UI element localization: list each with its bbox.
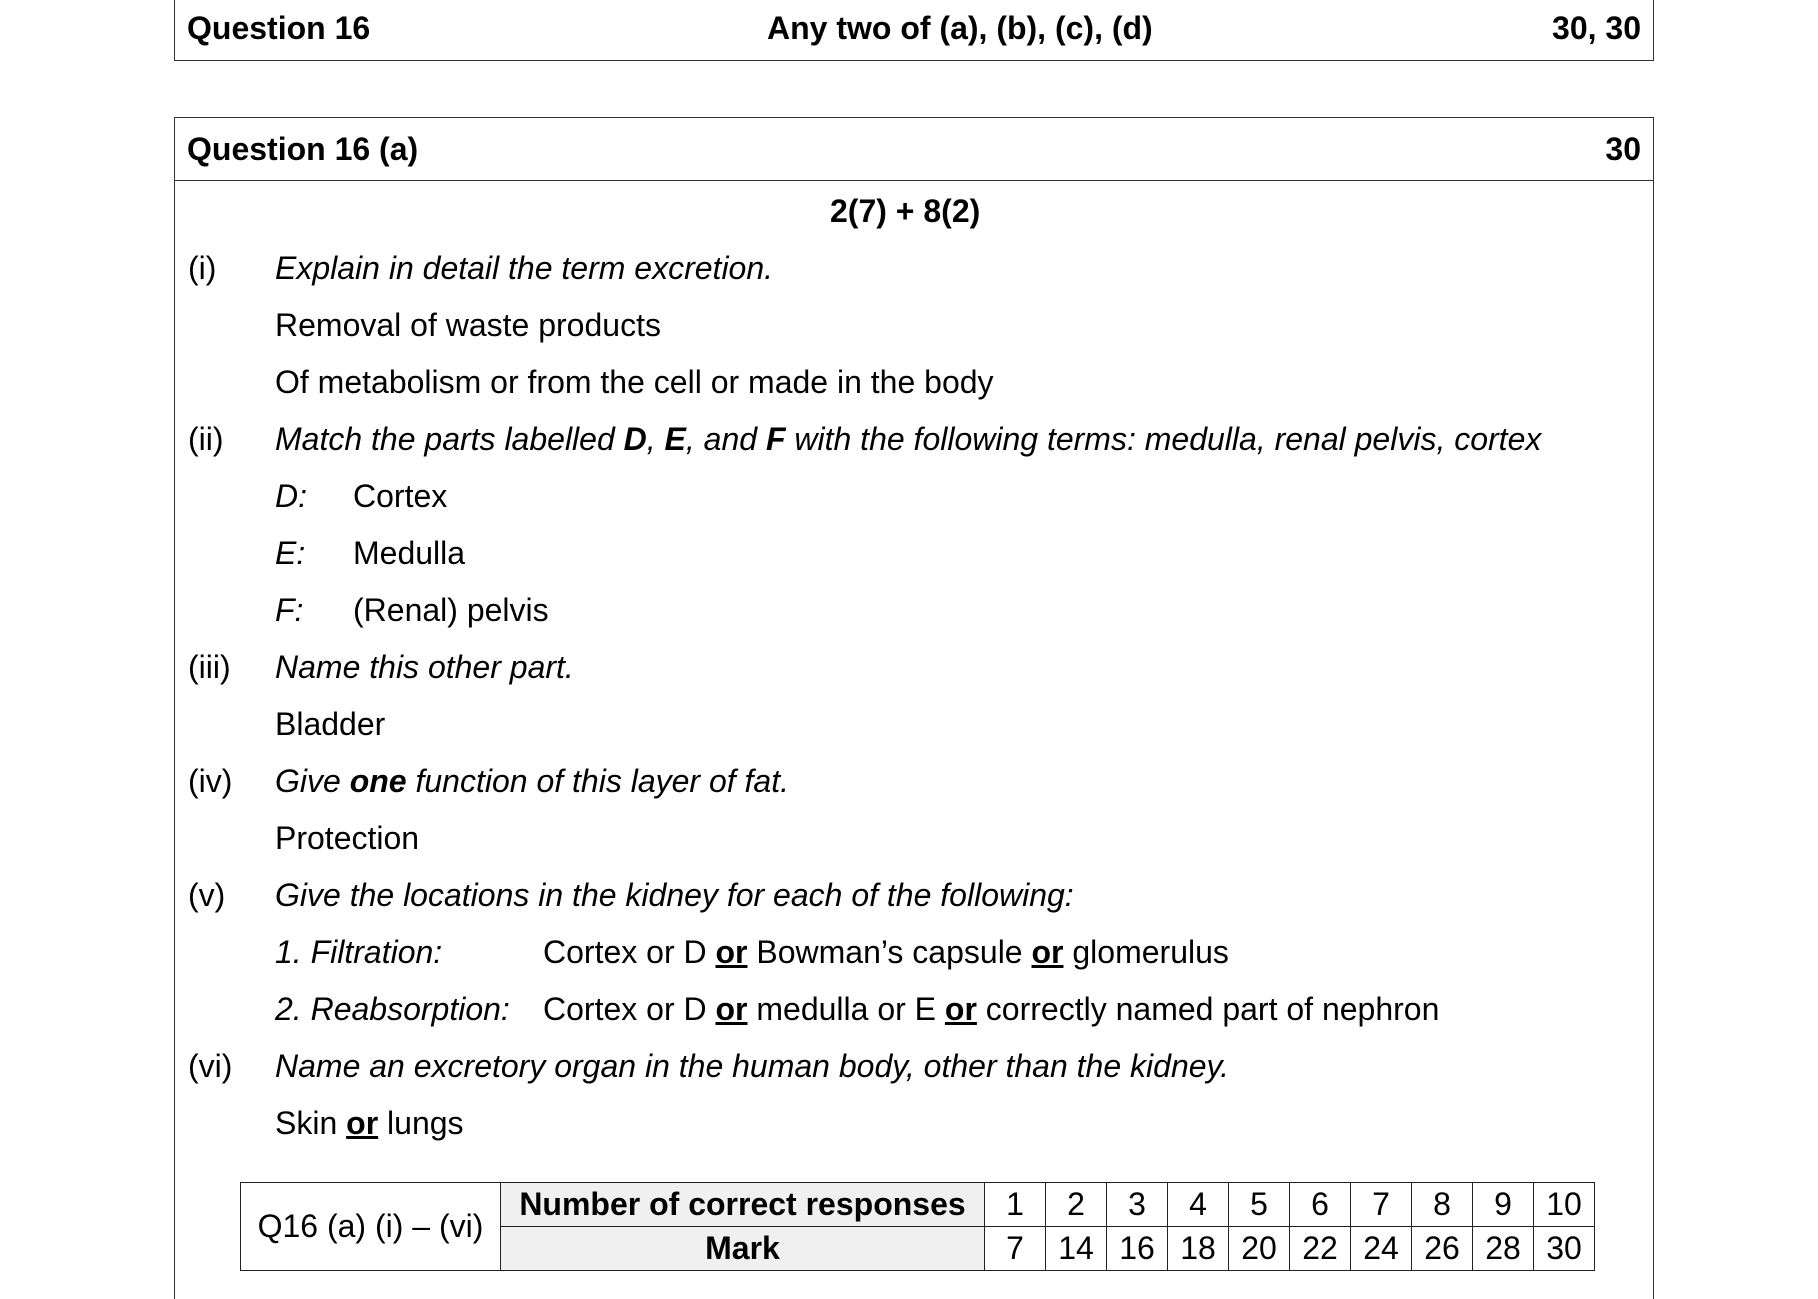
section-marks: 30 — [1605, 131, 1641, 167]
or-underlined: or — [944, 991, 977, 1027]
response-count: 9 — [1473, 1183, 1534, 1227]
marks-table-label: Q16 (a) (i) – (vi) — [241, 1183, 501, 1271]
part-ii-question-text-c: with the following terms: medulla, renal pelvis, cortex — [785, 421, 1542, 457]
part-iii-question: Name this other part. — [275, 649, 574, 685]
part-iv-question-emphasis: one — [349, 763, 407, 799]
part-v-number: (v) — [188, 877, 226, 913]
reabsorption-answer — [543, 991, 1439, 1028]
match-e-label: E: — [275, 535, 306, 571]
filtration-answer-c: glomerulus — [1063, 934, 1229, 970]
question-total-marks: 30, 30 — [1552, 10, 1641, 46]
responses-header: Number of correct responses — [501, 1183, 985, 1227]
part-iii-answer: Bladder — [275, 706, 386, 742]
or-underlined: or — [715, 991, 748, 1027]
part-ii-number: (ii) — [188, 421, 224, 457]
or-underlined: or — [1031, 934, 1064, 970]
part-vi-answer-a: Skin — [275, 1105, 347, 1141]
part-iv-answer: Protection — [275, 820, 420, 856]
response-count: 3 — [1107, 1183, 1168, 1227]
filtration-answer-b: Bowman’s capsule — [747, 934, 1032, 970]
part-ii-question — [275, 421, 1541, 458]
mark-value: 7 — [985, 1227, 1046, 1271]
question-header-bar — [174, 0, 1654, 61]
mark-value: 18 — [1168, 1227, 1229, 1271]
match-f-value: (Renal) pelvis — [353, 592, 549, 628]
question-number: Question 16 — [187, 10, 371, 46]
part-vi-number: (vi) — [188, 1048, 233, 1084]
mark-value: 26 — [1412, 1227, 1473, 1271]
part-iv-number: (iv) — [188, 763, 233, 799]
match-e-value: Medulla — [353, 535, 466, 571]
part-i-answer-1: Removal of waste products — [275, 307, 661, 343]
mark-scheme-formula: 2(7) + 8(2) — [830, 193, 981, 229]
mark-header: Mark — [501, 1227, 985, 1271]
mark-value: 28 — [1473, 1227, 1534, 1271]
part-i-question: Explain in detail the term excretion. — [275, 250, 774, 286]
part-vi-answer — [275, 1105, 464, 1142]
or-underlined: or — [346, 1105, 379, 1141]
mark-value: 20 — [1229, 1227, 1290, 1271]
part-ii-question-text-b: , and — [685, 421, 766, 457]
part-ii-question-text-a: Match the parts labelled — [275, 421, 624, 457]
marks-table — [240, 1182, 1595, 1271]
part-iv-question-text-b: function of this layer of fat. — [406, 763, 789, 799]
section-title: Question 16 (a) — [187, 131, 419, 167]
response-count: 4 — [1168, 1183, 1229, 1227]
section-divider — [175, 180, 1653, 181]
mark-value: 22 — [1290, 1227, 1351, 1271]
filtration-answer — [543, 934, 1229, 971]
mark-value: 14 — [1046, 1227, 1107, 1271]
match-f-label: F: — [275, 592, 304, 628]
response-count: 7 — [1351, 1183, 1412, 1227]
filtration-label: 1. Filtration: — [275, 934, 443, 970]
response-count: 10 — [1534, 1183, 1595, 1227]
mark-value: 24 — [1351, 1227, 1412, 1271]
response-count: 1 — [985, 1183, 1046, 1227]
response-count: 5 — [1229, 1183, 1290, 1227]
label-d: D — [623, 421, 647, 457]
part-v-question: Give the locations in the kidney for each of the following: — [275, 877, 1074, 913]
label-e: E — [664, 421, 686, 457]
part-i-answer-2: Of metabolism or from the cell or made in the body — [275, 364, 994, 400]
reabsorption-answer-a: Cortex or D — [543, 991, 716, 1027]
part-i-number: (i) — [188, 250, 217, 286]
match-d-label: D: — [275, 478, 307, 514]
mark-value: 16 — [1107, 1227, 1168, 1271]
part-ii-question-sep: , — [646, 421, 665, 457]
reabsorption-label: 2. Reabsorption: — [275, 991, 510, 1027]
responses-row — [241, 1183, 1595, 1227]
part-iv-question-text-a: Give — [275, 763, 350, 799]
filtration-answer-a: Cortex or D — [543, 934, 716, 970]
reabsorption-answer-c: correctly named part of nephron — [976, 991, 1440, 1027]
mark-value: 30 — [1534, 1227, 1595, 1271]
part-vi-question: Name an excretory organ in the human body, other than the kidney. — [275, 1048, 1230, 1084]
label-f: F — [765, 421, 786, 457]
question-instruction: Any two of (a), (b), (c), (d) — [767, 10, 1153, 46]
match-d-value: Cortex — [353, 478, 448, 514]
response-count: 8 — [1412, 1183, 1473, 1227]
part-vi-answer-b: lungs — [378, 1105, 464, 1141]
reabsorption-answer-b: medulla or E — [747, 991, 945, 1027]
response-count: 2 — [1046, 1183, 1107, 1227]
response-count: 6 — [1290, 1183, 1351, 1227]
or-underlined: or — [715, 934, 748, 970]
part-iii-number: (iii) — [188, 649, 231, 685]
part-iv-question — [275, 763, 789, 800]
